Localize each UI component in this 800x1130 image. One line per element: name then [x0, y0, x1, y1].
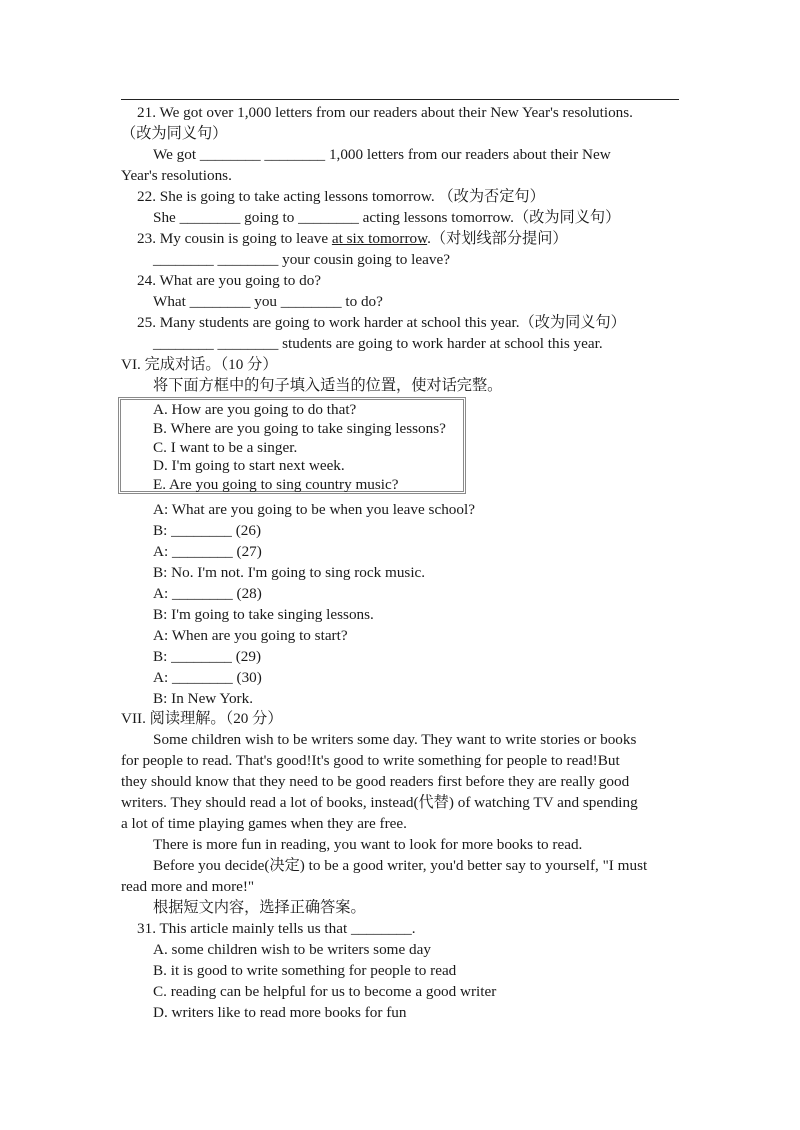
- section7-heading: VII. 阅读理解。（20 分）: [121, 710, 283, 727]
- q25-answer: ________ ________ students are going to work harder at school this year.: [153, 335, 603, 352]
- dialogue-line: B: I'm going to take singing lessons.: [153, 606, 374, 623]
- q22-line1: 22. She is going to take acting lessons tomorrow. （改为否定句）: [137, 188, 545, 205]
- q24-answer: What ________ you ________ to do?: [153, 293, 383, 310]
- dialogue-line: A: ________ (30): [153, 669, 262, 686]
- dialogue-line: A: What are you going to be when you leave school?: [153, 501, 475, 518]
- section7-instruction: 根据短文内容，选择正确答案。: [153, 899, 366, 916]
- q23-note: .（对划线部分提问）: [427, 230, 568, 247]
- dialogue-line: A: When are you going to start?: [153, 627, 348, 644]
- q23-underlined-part: at six tomorrow: [331, 230, 428, 247]
- passage-line: for people to read. That's good!It's good to write something for people to read!But: [121, 752, 620, 769]
- q24-line1: 24. What are you going to do?: [137, 272, 322, 289]
- option-d: D. I'm going to start next week.: [153, 457, 345, 474]
- dialogue-line: B: No. I'm not. I'm going to sing rock music.: [153, 564, 426, 581]
- q21-line1: 21. We got over 1,000 letters from our readers about their New Year's resolutions.: [137, 104, 633, 121]
- section6-heading: VI. 完成对话。（10 分）: [121, 356, 278, 373]
- q31-option-a: A. some children wish to be writers some day: [153, 941, 431, 958]
- dialogue-line: B: ________ (26): [153, 522, 261, 539]
- passage-line: they should know that they need to be good readers first before they are really good: [121, 773, 630, 790]
- passage-line: Before you decide(决定) to be a good writer, you'd better say to yourself, "I must: [153, 857, 648, 874]
- option-c: C. I want to be a singer.: [153, 439, 298, 456]
- q31-option-b: B. it is good to write something for people to read: [153, 962, 457, 979]
- q23-text: 23. My cousin is going to leave: [137, 230, 332, 247]
- dialogue-line: B: ________ (29): [153, 648, 261, 665]
- passage-line: There is more fun in reading, you want to look for more books to read.: [153, 836, 583, 853]
- q22-answer: She ________ going to ________ acting lessons tomorrow.（改为同义句）: [153, 209, 621, 226]
- passage-line: writers. They should read a lot of books, instead(代替) of watching TV and spending: [121, 794, 638, 811]
- passage-line: read more and more!": [121, 878, 255, 895]
- header-rule: [121, 99, 679, 100]
- dialogue-line: A: ________ (28): [153, 585, 262, 602]
- q21-answer-line1: We got ________ ________ 1,000 letters from our readers about their New: [153, 146, 611, 163]
- passage-line: Some children wish to be writers some day. They want to write stories or books: [153, 731, 637, 748]
- option-b: B. Where are you going to take singing lessons?: [153, 420, 446, 437]
- option-e: E. Are you going to sing country music?: [153, 476, 399, 493]
- section6-instruction: 将下面方框中的句子填入适当的位置，使对话完整。: [153, 377, 503, 394]
- option-a: A. How are you going to do that?: [153, 401, 357, 418]
- q31-stem: 31. This article mainly tells us that ________.: [137, 920, 416, 937]
- q25-line1: 25. Many students are going to work harder at school this year.（改为同义句）: [137, 314, 626, 331]
- dialogue-line: A: ________ (27): [153, 543, 262, 560]
- q21-note: （改为同义句）: [121, 125, 228, 142]
- q23-answer: ________ ________ your cousin going to leave?: [153, 251, 450, 268]
- passage-line: a lot of time playing games when they are free.: [121, 815, 407, 832]
- q23-line1: [137, 229, 568, 249]
- q31-option-d: D. writers like to read more books for fun: [153, 1004, 407, 1021]
- dialogue-line: B: In New York.: [153, 690, 253, 707]
- q31-option-c: C. reading can be helpful for us to become a good writer: [153, 983, 497, 1000]
- q21-answer-line2: Year's resolutions.: [121, 167, 232, 184]
